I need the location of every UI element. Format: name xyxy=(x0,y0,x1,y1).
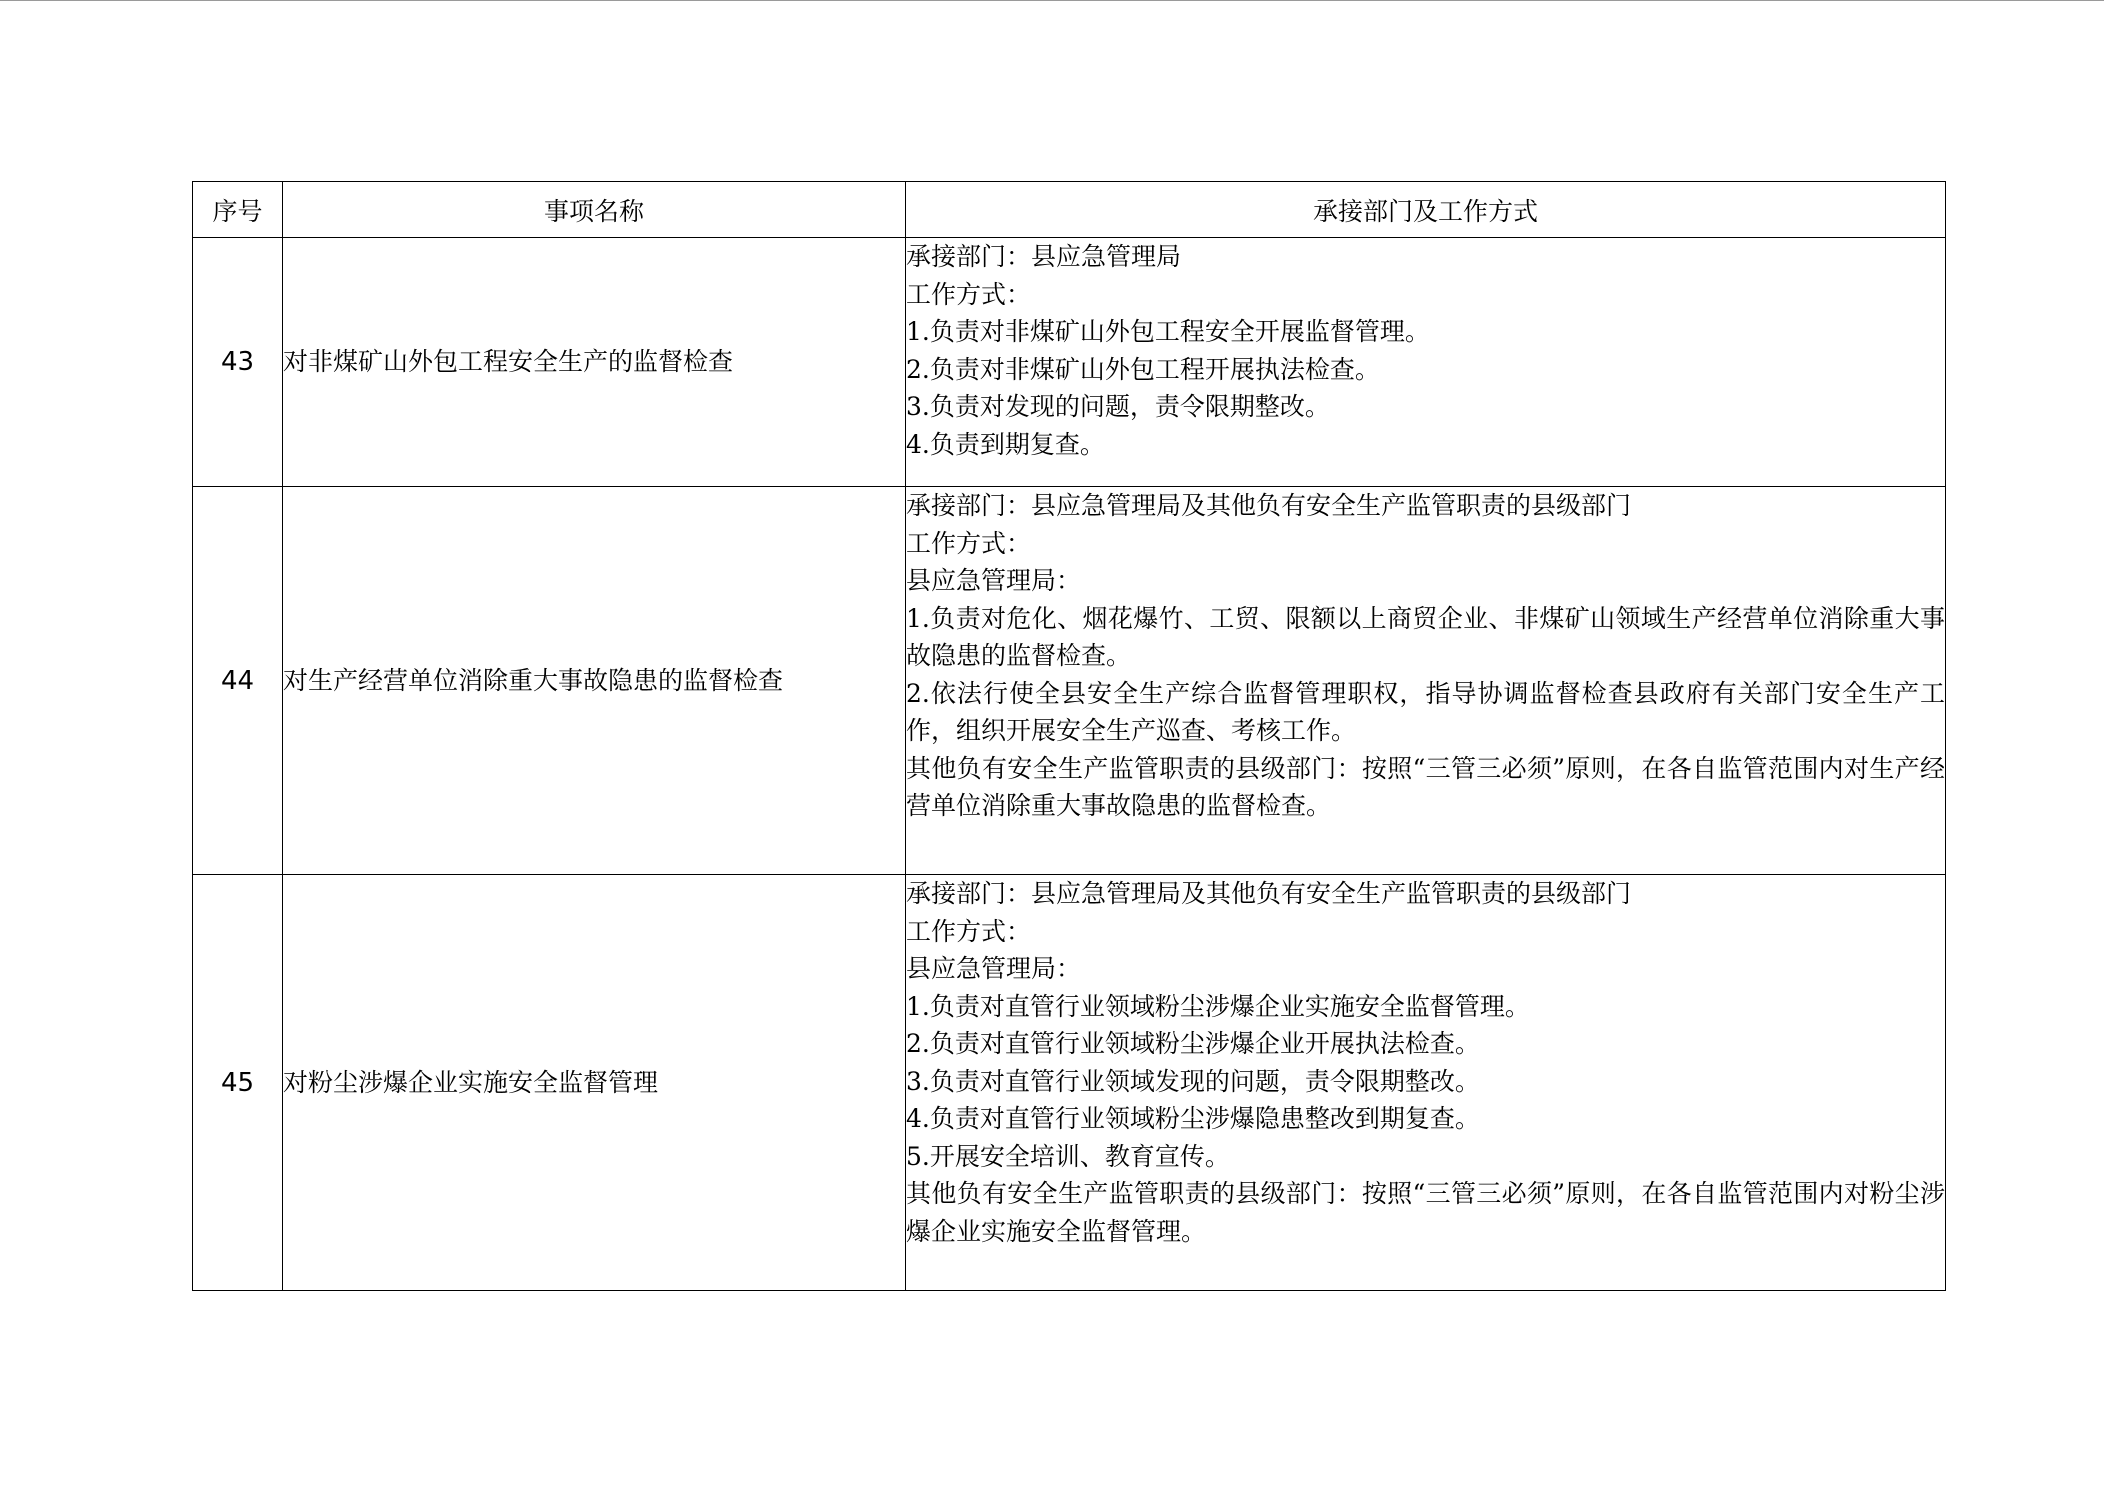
detail-line: 其他负有安全生产监管职责的县级部门：按照“三管三必须”原则，在各自监管范围内对生产经营单位消除重大事故隐患的监督检查。 xyxy=(906,753,1945,820)
row-name: 对非煤矿山外包工程安全生产的监督检查 xyxy=(283,238,906,487)
detail-line: 5.开展安全培训、教育宣传。 xyxy=(906,1141,1230,1171)
detail-line: 4.负责到期复查。 xyxy=(906,429,1105,459)
detail-line: 3.负责对发现的问题，责令限期整改。 xyxy=(906,392,1330,421)
row-seq: 43 xyxy=(193,238,283,487)
detail-line: 承接部门：县应急管理局及其他负有安全生产监管职责的县级部门 xyxy=(906,491,1632,520)
detail-line: 3.负责对直管行业领域发现的问题，责令限期整改。 xyxy=(906,1066,1480,1096)
detail-line: 4.负责对直管行业领域粉尘涉爆隐患整改到期复查。 xyxy=(906,1104,1480,1133)
row-detail xyxy=(906,875,1946,1291)
table-header-row xyxy=(193,182,1946,238)
detail-line: 县应急管理局： xyxy=(906,566,1082,595)
header-seq: 序号 xyxy=(193,182,283,238)
row-seq: 45 xyxy=(193,875,283,1291)
detail-line: 其他负有安全生产监管职责的县级部门：按照“三管三必须”原则，在各自监管范围内对粉尘涉爆企业实施安全监督管理。 xyxy=(906,1179,1945,1246)
row-seq: 44 xyxy=(193,487,283,875)
detail-line: 工作方式： xyxy=(906,916,1032,946)
table-row xyxy=(193,238,1946,487)
detail-line: 2.依法行使全县安全生产综合监督管理职权，指导协调监督检查县政府有关部门安全生产工作，组织开展安全生产巡查、考核工作。 xyxy=(906,678,1945,745)
page-top-border xyxy=(0,0,2104,1)
detail-line: 2.负责对直管行业领域粉尘涉爆企业开展执法检查。 xyxy=(906,1029,1480,1058)
detail-line: 承接部门：县应急管理局及其他负有安全生产监管职责的县级部门 xyxy=(906,879,1632,908)
detail-line: 工作方式： xyxy=(906,528,1032,558)
detail-line: 承接部门：县应急管理局 xyxy=(906,242,1182,271)
row-detail xyxy=(906,238,1946,487)
detail-line: 县应急管理局： xyxy=(906,954,1082,983)
matters-table xyxy=(192,181,1946,1291)
header-detail: 承接部门及工作方式 xyxy=(906,182,1946,238)
detail-line: 1.负责对非煤矿山外包工程安全开展监督管理。 xyxy=(906,317,1430,346)
header-name: 事项名称 xyxy=(283,182,906,238)
table-row xyxy=(193,875,1946,1291)
detail-line: 1.负责对危化、烟花爆竹、工贸、限额以上商贸企业、非煤矿山领域生产经营单位消除重大事故隐患的监督检查。 xyxy=(906,603,1945,670)
detail-line: 2.负责对非煤矿山外包工程开展执法检查。 xyxy=(906,354,1380,384)
row-detail xyxy=(906,487,1946,875)
detail-line: 1.负责对直管行业领域粉尘涉爆企业实施安全监督管理。 xyxy=(906,991,1530,1021)
row-name: 对生产经营单位消除重大事故隐患的监督检查 xyxy=(283,487,906,875)
row-name: 对粉尘涉爆企业实施安全监督管理 xyxy=(283,875,906,1291)
detail-line: 工作方式： xyxy=(906,279,1032,309)
table-row xyxy=(193,487,1946,875)
